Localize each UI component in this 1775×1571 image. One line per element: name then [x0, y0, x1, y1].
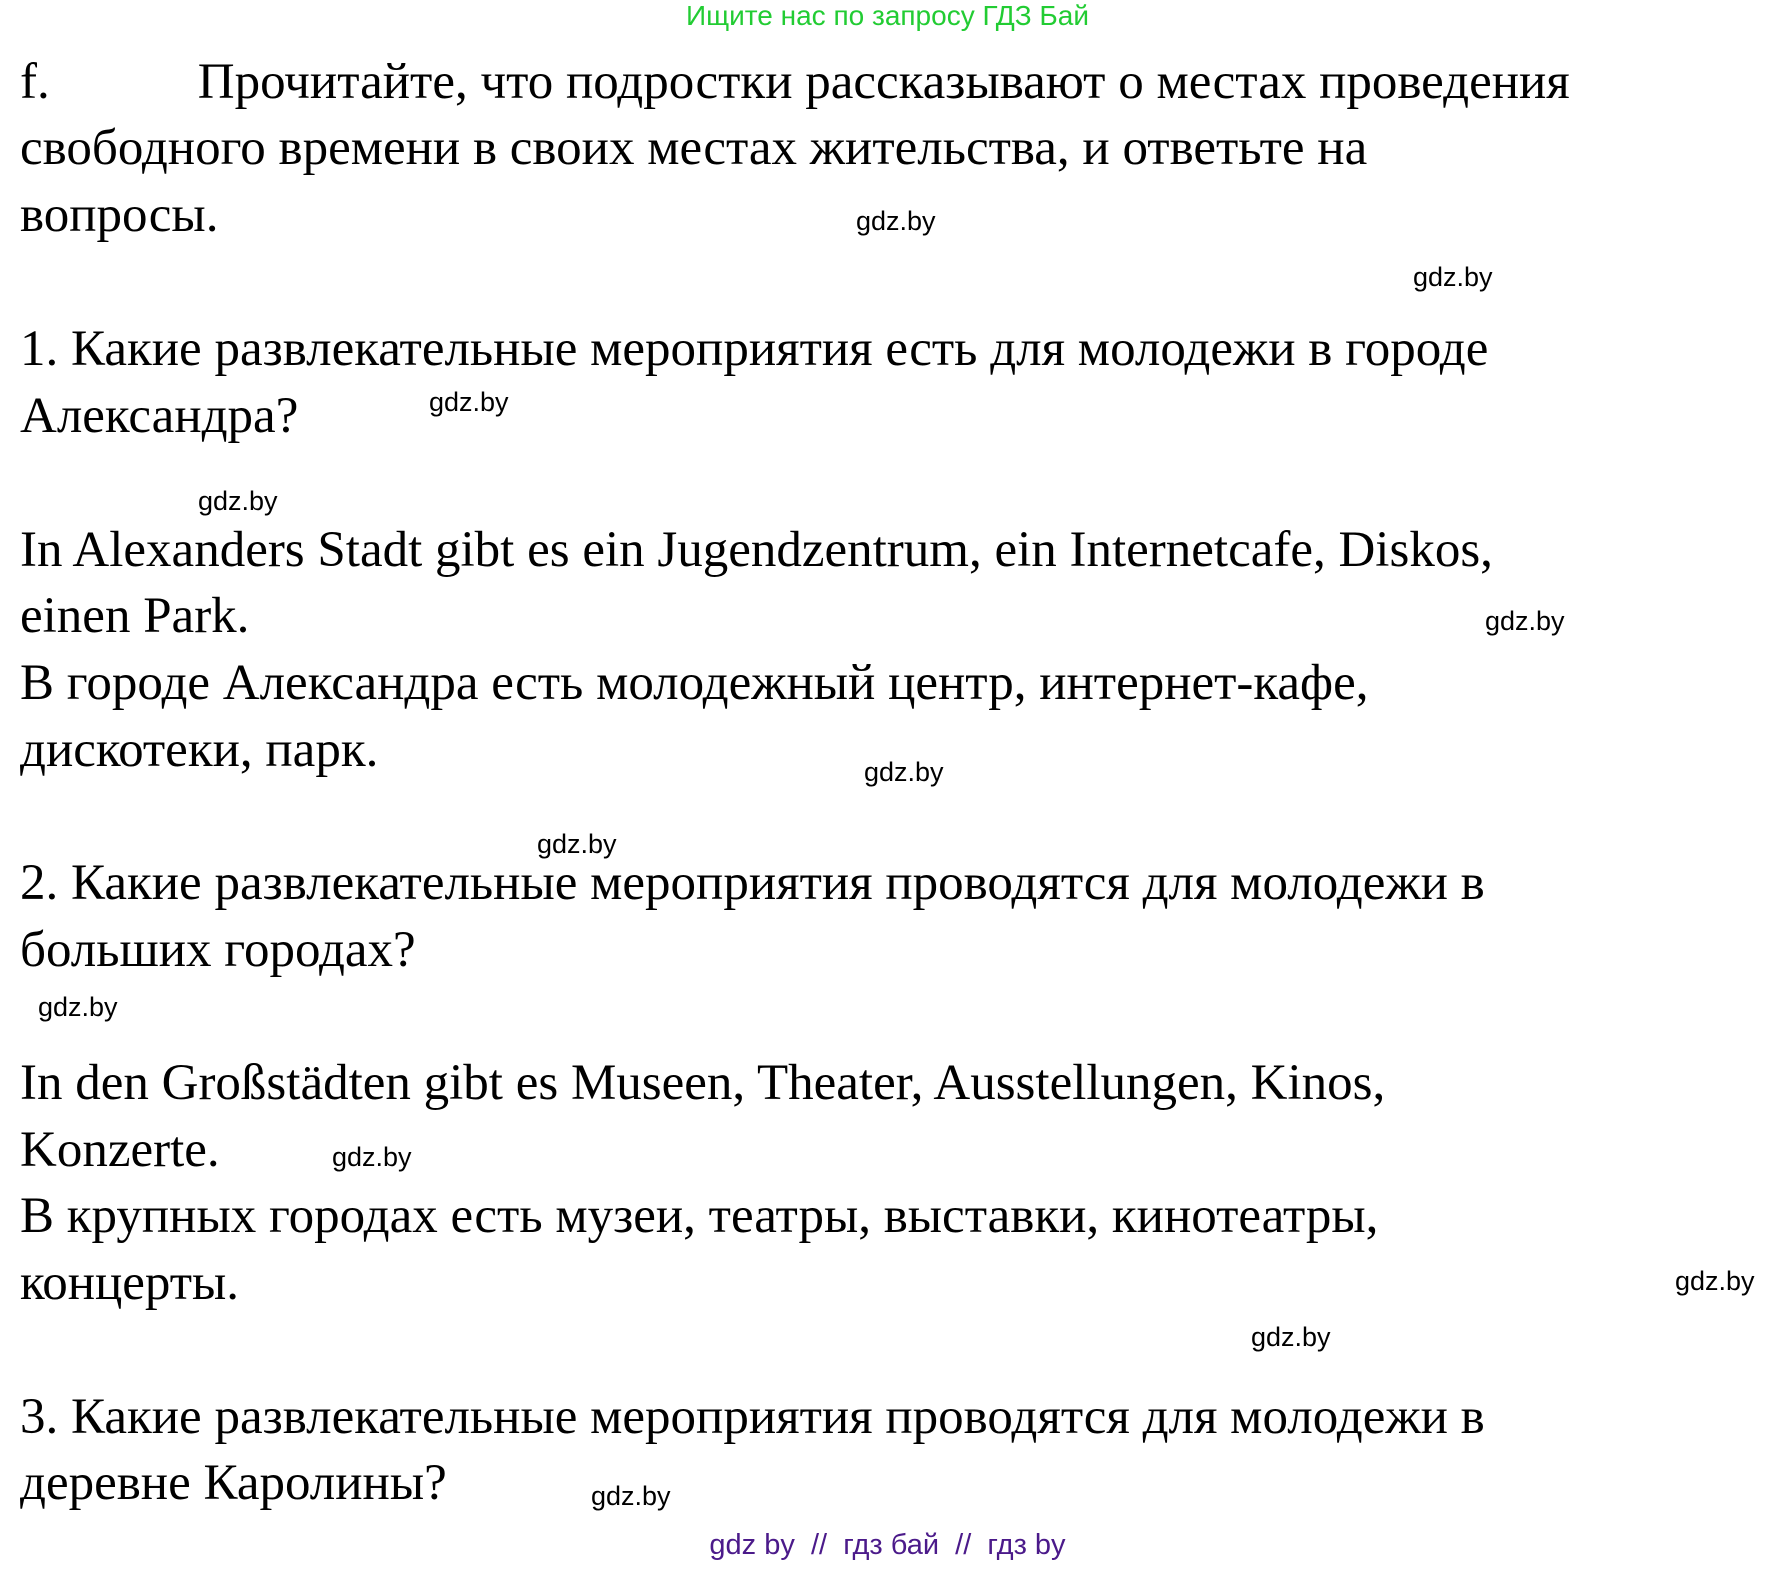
- watermark: gdz.by: [1485, 606, 1565, 636]
- footer-watermark: [0, 1528, 1775, 1564]
- answer-1-ru-line-1: В городе Александра есть молодежный центр, интернет-кафе,: [20, 655, 1369, 711]
- watermark: gdz.by: [332, 1142, 412, 1172]
- task-label: f.: [20, 54, 50, 110]
- watermark: gdz.by: [1675, 1266, 1755, 1296]
- question-2-line-1: 2. Какие развлекательные мероприятия проводятся для молодежи в: [20, 855, 1485, 911]
- question-3-line-1: 3. Какие развлекательные мероприятия проводятся для молодежи в: [20, 1389, 1485, 1445]
- answer-2-de-line-2: Konzerte.: [20, 1122, 220, 1178]
- task-intro-line-1: [20, 52, 1570, 112]
- watermark: gdz.by: [198, 486, 278, 516]
- watermark: gdz.by: [1413, 262, 1493, 292]
- task-intro-line-3: вопросы.: [20, 187, 219, 243]
- watermark: gdz.by: [537, 829, 617, 859]
- answer-1-de-line-1: In Alexanders Stadt gibt es ein Jugendzentrum, ein Internetcafe, Diskos,: [20, 522, 1493, 578]
- watermark: gdz.by: [591, 1481, 671, 1511]
- question-1-line-2: Александра?: [20, 388, 299, 444]
- answer-2-ru-line-2: концерты.: [20, 1255, 240, 1311]
- task-intro-text-1: Прочитайте, что подростки рассказывают о местах проведения: [197, 54, 1570, 110]
- question-2-line-2: больших городах?: [20, 922, 416, 978]
- watermark: gdz.by: [864, 757, 944, 787]
- answer-2-de-line-1: In den Großstädten gibt es Museen, Theater, Ausstellungen, Kinos,: [20, 1055, 1386, 1111]
- watermark: gdz.by: [38, 992, 118, 1022]
- answer-1-de-line-2: einen Park.: [20, 588, 250, 644]
- watermark: gdz.by: [429, 387, 509, 417]
- watermark: gdz.by: [1251, 1322, 1331, 1352]
- question-3-line-2: деревне Каролины?: [20, 1455, 447, 1511]
- task-intro-line-2: свободного времени в своих местах жительства, и ответьте на: [20, 120, 1368, 176]
- search-hint-banner: Ищите нас по запросу ГДЗ Бай: [685, 0, 1090, 31]
- answer-1-ru-line-2: дискотеки, парк.: [20, 722, 379, 778]
- footer-text: gdz by // гдз бай // гдз by: [709, 1529, 1066, 1561]
- answer-2-ru-line-1: В крупных городах есть музеи, театры, выставки, кинотеатры,: [20, 1188, 1379, 1244]
- question-1-line-1: 1. Какие развлекательные мероприятия есть для молодежи в городе: [20, 321, 1489, 377]
- watermark: gdz.by: [856, 206, 936, 236]
